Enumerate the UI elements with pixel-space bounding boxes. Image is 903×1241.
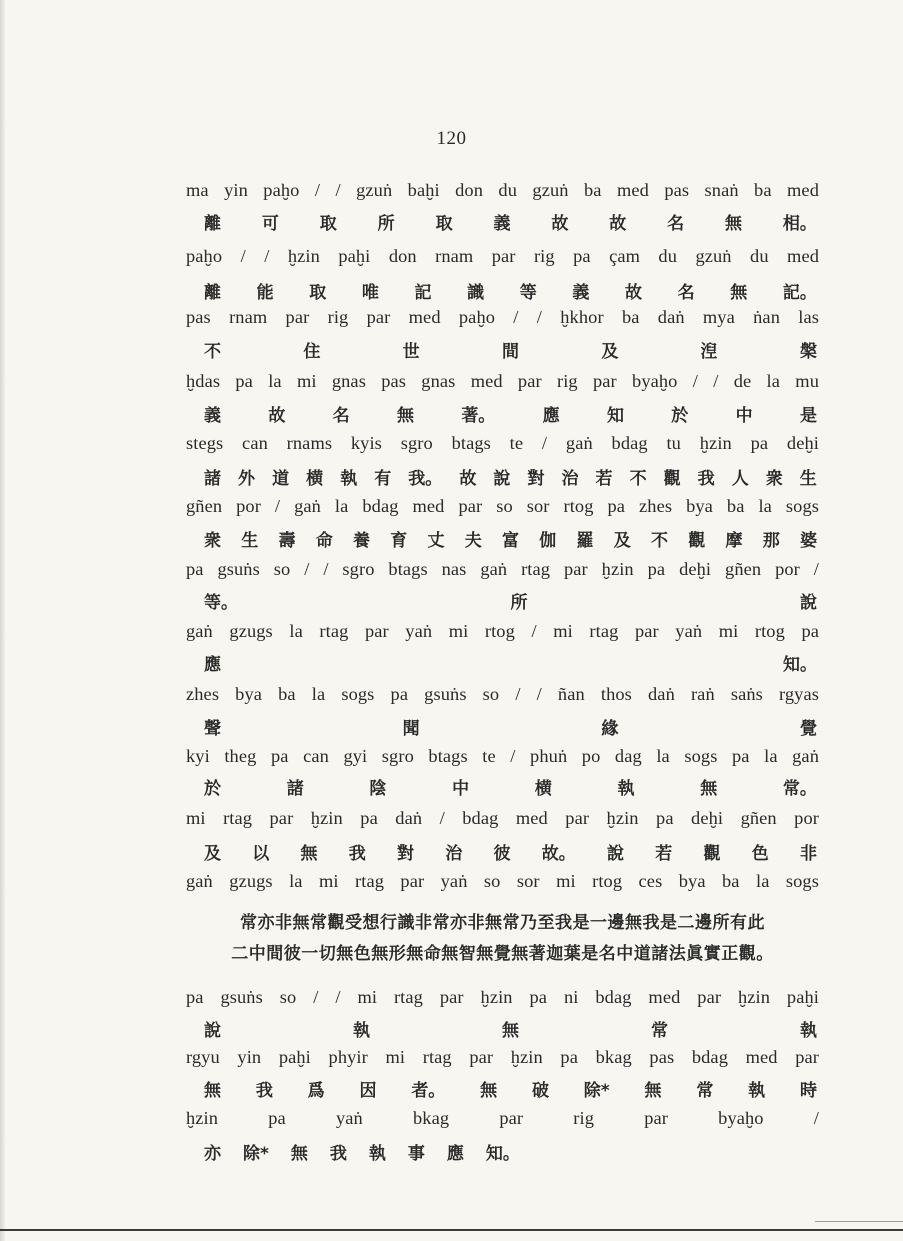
chinese-char: 應 — [446, 1144, 464, 1164]
chinese-char: 執 — [353, 1021, 370, 1041]
chinese-char: 我 — [348, 844, 366, 864]
chinese-char: 故 — [551, 214, 569, 234]
chinese-char: 因 — [359, 1081, 377, 1101]
chinese-char: 伽 — [539, 531, 557, 551]
chinese-char: 能 — [256, 283, 274, 303]
chinese-char: 對 — [397, 844, 414, 864]
chinese-char: 故 — [459, 469, 477, 489]
chinese-char: 横 — [306, 469, 324, 489]
tibetan-line: paḫo / / ḫzin paḫi don rnam par rig pa çam du gzuṅ du med — [186, 246, 819, 266]
chinese-char: 識 — [467, 283, 485, 303]
chinese-char: 取 — [319, 214, 337, 234]
chinese-char: 唯 — [361, 283, 379, 303]
chinese-char: 取 — [309, 283, 327, 303]
tibetan-line: pa gsuṅs so / / mi rtag par ḫzin pa ni bdag med par ḫzin paḫi — [186, 987, 819, 1007]
chinese-char: 命 — [315, 531, 333, 551]
chinese-char: 緣 — [601, 719, 619, 739]
chinese-char: 爲 — [307, 1081, 325, 1101]
page-number: 120 — [436, 128, 467, 149]
chinese-char: 說 — [607, 844, 624, 864]
chinese-char: 記 — [414, 283, 432, 303]
chinese-char: 離 — [204, 214, 221, 234]
chinese-char: 羅 — [576, 531, 594, 551]
chinese-line — [186, 1142, 819, 1166]
chinese-char: 說 — [493, 469, 511, 489]
chinese-line — [186, 591, 819, 615]
chinese-line — [186, 717, 819, 741]
chinese-char: 不 — [629, 469, 647, 489]
chinese-char: 知。 — [783, 655, 817, 675]
tibetan-line: zhes bya ba la sogs pa gsuṅs so / / ñan thos daṅ raṅ saṅs rgyas — [186, 684, 819, 704]
chinese-char: 我 — [697, 469, 715, 489]
chinese-char: 横 — [534, 779, 552, 799]
chinese-char: 無 — [644, 1081, 662, 1101]
chinese-char: 事 — [407, 1144, 425, 1164]
chinese-char: 世 — [402, 342, 420, 362]
chinese-char: 人 — [731, 469, 749, 489]
chinese-line — [186, 942, 819, 966]
chinese-char: 常亦非無常觀受想行識非常亦非無常乃至我是一邊無我是二邊所有此 — [240, 913, 765, 933]
chinese-char: 說 — [204, 1021, 221, 1041]
chinese-char: 無 — [300, 844, 318, 864]
chinese-char: 育 — [390, 531, 408, 551]
chinese-char: 養 — [353, 531, 370, 551]
chinese-char: 衆 — [204, 531, 221, 551]
chinese-char: 相。 — [782, 214, 817, 234]
chinese-char: 故 — [609, 214, 627, 234]
chinese-char: 說 — [800, 593, 817, 613]
chinese-char: 觀 — [703, 844, 721, 864]
chinese-char: 二中間彼一切無色無形無命無智無覺無著迦葉是名中道諸法眞實正觀。 — [231, 944, 774, 964]
chinese-char: 等 — [519, 283, 537, 303]
tibetan-line: ḫzin pa yaṅ bkag par rig par byaḫo / — [186, 1108, 819, 1128]
chinese-char: 若 — [655, 844, 673, 864]
page-edge-shadow — [0, 0, 6, 1241]
chinese-char: 治 — [445, 844, 463, 864]
chinese-char: 非 — [800, 844, 817, 864]
chinese-char: 夫 — [464, 531, 482, 551]
chinese-line — [186, 281, 819, 305]
chinese-char: 間 — [501, 342, 519, 362]
chinese-line — [186, 777, 819, 801]
chinese-char: 名 — [677, 283, 695, 303]
tibetan-line: ma yin paḫo / / gzuṅ baḫi don du gzuṅ ba med pas snaṅ ba med — [186, 180, 819, 200]
chinese-char: 生 — [799, 469, 817, 489]
chinese-char: 諸 — [286, 779, 304, 799]
chinese-char: 生 — [241, 531, 259, 551]
chinese-char: 著。 — [461, 406, 496, 426]
chinese-char: 執 — [368, 1144, 386, 1164]
chinese-char: 湼 — [700, 342, 718, 362]
chinese-char: 是 — [799, 406, 817, 426]
chinese-char: 聞 — [402, 719, 420, 739]
chinese-char: 中 — [735, 406, 753, 426]
tibetan-line: gñen por / gaṅ la bdag med par so sor rtog pa zhes bya ba la sogs — [186, 496, 819, 516]
tibetan-line: stegs can rnams kyis sgro btags te / gaṅ bdag tu ḫzin pa deḫi — [186, 433, 819, 453]
chinese-char: 常 — [696, 1081, 714, 1101]
chinese-char: 執 — [617, 779, 635, 799]
chinese-char: 所 — [377, 214, 395, 234]
tibetan-line: pa gsuṅs so / / sgro btags nas gaṅ rtag par ḫzin pa deḫi gñen por / — [186, 559, 819, 579]
chinese-char: 那 — [762, 531, 780, 551]
chinese-char: 無 — [204, 1081, 221, 1101]
chinese-char: 知。 — [485, 1144, 520, 1164]
tibetan-line: gaṅ gzugs la mi rtag par yaṅ so sor mi rtog ces bya ba la sogs — [186, 871, 819, 891]
chinese-char: 離 — [204, 283, 221, 303]
tibetan-line: mi rtag par ḫzin pa daṅ / bdag med par ḫzin pa deḫi gñen por — [186, 808, 819, 828]
chinese-char: 槃 — [799, 342, 817, 362]
chinese-char: 聲 — [204, 719, 221, 739]
chinese-char: 義 — [493, 214, 511, 234]
chinese-char: 中 — [452, 779, 470, 799]
chinese-char: 無 — [700, 779, 718, 799]
chinese-char: 無 — [480, 1081, 498, 1101]
chinese-char: 常 — [651, 1021, 668, 1041]
chinese-char: 諸 — [204, 469, 221, 489]
tibetan-line: ḫdas pa la mi gnas pas gnas med par rig par byaḫo / / de la mu — [186, 371, 819, 391]
chinese-char: 執 — [800, 1021, 817, 1041]
chinese-char: 衆 — [765, 469, 783, 489]
chinese-char: 不 — [651, 531, 668, 551]
chinese-line — [186, 340, 819, 364]
chinese-char: 等。 — [204, 593, 238, 613]
chinese-char: 婆 — [800, 531, 817, 551]
chinese-char: 丈 — [427, 531, 445, 551]
tibetan-line: rgyu yin paḫi phyir mi rtag par ḫzin pa bkag pas bdag med par — [186, 1047, 819, 1067]
chinese-char: 及 — [204, 844, 221, 864]
chinese-char: 無 — [730, 283, 748, 303]
chinese-char: 我 — [329, 1144, 347, 1164]
chinese-char: 無 — [290, 1144, 308, 1164]
chinese-char: 於 — [204, 779, 221, 799]
chinese-line — [186, 1079, 819, 1103]
chinese-char: 及 — [601, 342, 619, 362]
chinese-char: 住 — [303, 342, 321, 362]
chinese-char: 色 — [751, 844, 769, 864]
chinese-char: 除* — [243, 1144, 269, 1164]
tibetan-line: gaṅ gzugs la rtag par yaṅ mi rtog / mi rtag par yaṅ mi rtog pa — [186, 621, 819, 641]
chinese-line — [186, 842, 819, 866]
chinese-line — [186, 467, 819, 491]
chinese-char: 我 — [255, 1081, 273, 1101]
chinese-char: 觀 — [688, 531, 706, 551]
chinese-line — [186, 404, 819, 428]
chinese-char: 應 — [204, 655, 221, 675]
chinese-char: 有 — [374, 469, 392, 489]
chinese-char: 名 — [667, 214, 685, 234]
chinese-char: 者。 — [411, 1081, 446, 1101]
chinese-char: 執 — [340, 469, 358, 489]
chinese-char: 摩 — [725, 531, 743, 551]
chinese-char: 壽 — [278, 531, 296, 551]
chinese-char: 亦 — [204, 1144, 221, 1164]
chinese-char: 故 — [268, 406, 286, 426]
chinese-char: 彼 — [493, 844, 511, 864]
chinese-char: 記。 — [782, 283, 817, 303]
chinese-char: 於 — [671, 406, 689, 426]
chinese-char: 觀 — [663, 469, 681, 489]
chinese-char: 覺 — [799, 719, 817, 739]
chinese-char: 取 — [435, 214, 453, 234]
chinese-char: 所 — [510, 593, 528, 613]
chinese-char: 對 — [527, 469, 545, 489]
chinese-char: 我。 — [408, 469, 443, 489]
chinese-char: 及 — [613, 531, 631, 551]
chinese-char: 知 — [606, 406, 624, 426]
chinese-line — [186, 529, 819, 553]
bottom-rule — [0, 1229, 903, 1231]
chinese-char: 無 — [502, 1021, 519, 1041]
chinese-char: 義 — [572, 283, 590, 303]
chinese-char: 破 — [531, 1081, 549, 1101]
chinese-char: 不 — [204, 342, 221, 362]
chinese-char: 陰 — [369, 779, 387, 799]
chinese-char: 以 — [252, 844, 270, 864]
chinese-char: 治 — [561, 469, 579, 489]
chinese-char: 無 — [396, 406, 414, 426]
chinese-char: 常。 — [782, 779, 817, 799]
chinese-char: 時 — [800, 1081, 817, 1101]
tibetan-line: kyi theg pa can gyi sgro btags te / phuṅ po dag la sogs pa la gaṅ — [186, 746, 819, 766]
chinese-char: 無 — [725, 214, 743, 234]
chinese-char: 外 — [238, 469, 256, 489]
chinese-char: 道 — [272, 469, 290, 489]
chinese-char: 名 — [332, 406, 350, 426]
chinese-line — [186, 653, 819, 677]
chinese-char: 執 — [748, 1081, 766, 1101]
tibetan-line: pas rnam par rig par med paḫo / / ḫkhor ba daṅ mya ṅan las — [186, 307, 819, 327]
chinese-char: 義 — [204, 406, 221, 426]
chinese-char: 應 — [542, 406, 560, 426]
chinese-line — [186, 1019, 819, 1043]
chinese-line — [186, 212, 819, 236]
chinese-line — [186, 911, 819, 935]
bottom-rule-fragment — [815, 1221, 903, 1222]
chinese-char: 富 — [502, 531, 519, 551]
chinese-char: 若 — [595, 469, 613, 489]
chinese-char: 可 — [261, 214, 279, 234]
chinese-char: 除* — [583, 1081, 610, 1101]
chinese-char: 故 — [625, 283, 642, 303]
chinese-char: 故。 — [541, 844, 576, 864]
